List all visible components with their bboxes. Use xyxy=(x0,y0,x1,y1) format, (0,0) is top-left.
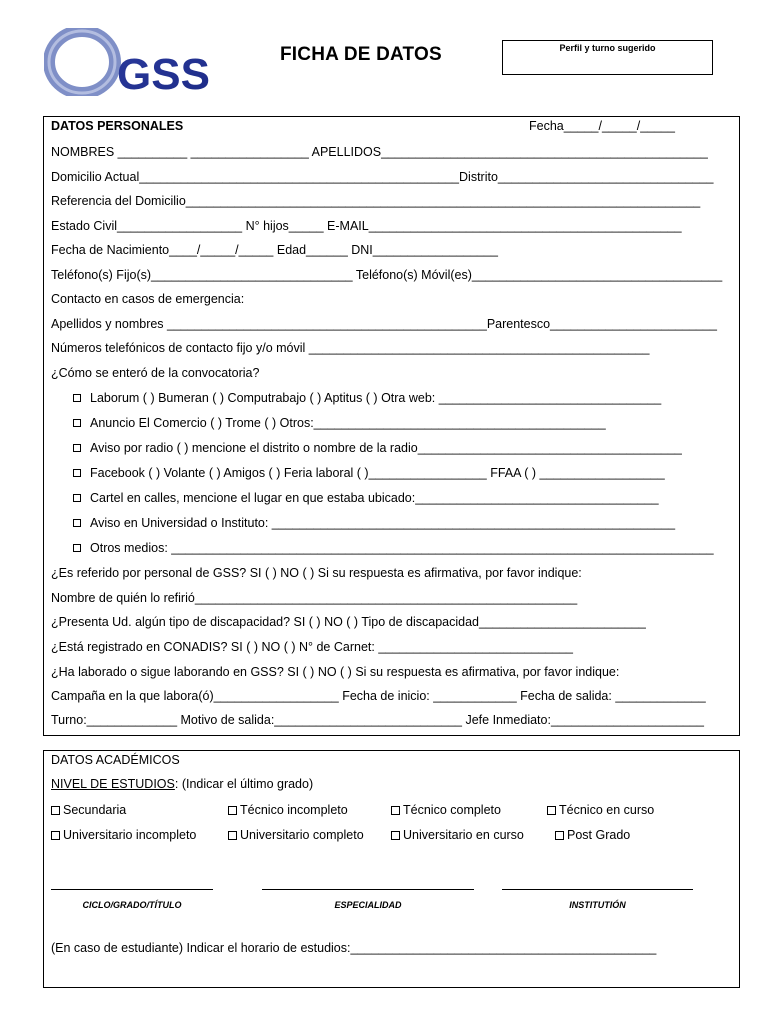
checkbox[interactable] xyxy=(391,831,400,840)
checkbox[interactable] xyxy=(73,519,81,527)
checkbox[interactable] xyxy=(51,831,60,840)
datos-academicos-title: DATOS ACADÉMICOS xyxy=(51,753,180,767)
option-post-grado[interactable]: Post Grado xyxy=(555,828,630,842)
nombres-row[interactable]: NOMBRES __________ _________________ APELLIDOS_______________________________________________ xyxy=(51,145,708,159)
referido-question[interactable]: ¿Es referido por personal de GSS? SI ( ) NO ( ) Si su respuesta es afirmativa, por favor indique: xyxy=(51,566,582,580)
checkbox[interactable] xyxy=(73,394,81,402)
option-universitario-incompleto[interactable]: Universitario incompleto xyxy=(51,828,196,842)
convocatoria-option[interactable]: Otros medios: ______________________________________________________________________________ xyxy=(73,541,714,555)
option-tecnico-completo[interactable]: Técnico completo xyxy=(391,803,501,817)
checkbox[interactable] xyxy=(228,806,237,815)
contacto-nombres-row[interactable]: Apellidos y nombres ______________________________________________Parentesco________________________ xyxy=(51,317,717,331)
form-title: FICHA DE DATOS xyxy=(280,44,442,65)
ciclo-grado-line[interactable] xyxy=(51,889,213,890)
checkbox[interactable] xyxy=(73,419,81,427)
referencia-row[interactable]: Referencia del Domicilio__________________________________________________________________________ xyxy=(51,194,701,208)
convocatoria-option[interactable]: Cartel en calles, mencione el lugar en que estaba ubicado:___________________________________ xyxy=(73,491,659,505)
fecha-field[interactable]: Fecha_____/_____/_____ xyxy=(529,119,675,133)
convocatoria-option[interactable]: Anuncio El Comercio ( ) Trome ( ) Otros:__________________________________________ xyxy=(73,416,606,430)
option-tecnico-incompleto[interactable]: Técnico incompleto xyxy=(228,803,348,817)
nivel-estudios-row xyxy=(51,777,313,791)
checkbox[interactable] xyxy=(555,831,564,840)
laborado-gss-question[interactable]: ¿Ha laborado o sigue laborando en GSS? SI ( ) NO ( ) Si su respuesta es afirmativa, por favor indique: xyxy=(51,665,620,679)
checkbox[interactable] xyxy=(73,544,81,552)
telefonos-row[interactable]: Teléfono(s) Fijo(s)_____________________________ Teléfono(s) Móvil(es)____________________________________ xyxy=(51,268,723,282)
institucion-label: INSTITUTIÓN xyxy=(569,900,626,910)
option-tecnico-en-curso[interactable]: Técnico en curso xyxy=(547,803,654,817)
gss-logo xyxy=(44,28,210,96)
nacimiento-row[interactable]: Fecha de Nacimiento____/_____/_____ Edad______ DNI__________________ xyxy=(51,243,498,257)
turno-row[interactable]: Turno:_____________ Motivo de salida:___________________________ Jefe Inmediato:______________________ xyxy=(51,713,704,727)
contacto-telefonos-row[interactable]: Números telefónicos de contacto fijo y/o móvil _________________________________________________ xyxy=(51,341,650,355)
checkbox[interactable] xyxy=(228,831,237,840)
contacto-emergencia-label: Contacto en casos de emergencia: xyxy=(51,292,245,306)
option-secundaria[interactable]: Secundaria xyxy=(51,803,126,817)
checkbox[interactable] xyxy=(51,806,60,815)
convocatoria-option[interactable]: Aviso en Universidad o Instituto: __________________________________________________________ xyxy=(73,516,675,530)
checkbox[interactable] xyxy=(547,806,556,815)
convocatoria-option[interactable]: Facebook ( ) Volante ( ) Amigos ( ) Feria laboral ( )_________________ FFAA ( ) __________________ xyxy=(73,466,665,480)
referido-nombre-row[interactable]: Nombre de quién lo refirió_______________________________________________________ xyxy=(51,591,578,605)
convocatoria-option[interactable]: Aviso por radio ( ) mencione el distrito o nombre de la radio______________________________________ xyxy=(73,441,682,455)
convocatoria-option[interactable]: Laborum ( ) Bumeran ( ) Computrabajo ( ) Aptitus ( ) Otra web: ________________________________ xyxy=(73,391,661,405)
institucion-line[interactable] xyxy=(502,889,693,890)
especialidad-line[interactable] xyxy=(262,889,474,890)
checkbox[interactable] xyxy=(73,469,81,477)
checkbox[interactable] xyxy=(73,444,81,452)
option-universitario-completo[interactable]: Universitario completo xyxy=(228,828,364,842)
perfil-turno-box[interactable] xyxy=(502,40,713,75)
estado-civil-row[interactable]: Estado Civil__________________ N° hijos_____ E-MAIL_____________________________________________ xyxy=(51,219,682,233)
checkbox[interactable] xyxy=(73,494,81,502)
nivel-estudios-label: NIVEL DE ESTUDIOS xyxy=(51,777,175,791)
horario-estudios-row[interactable]: (En caso de estudiante) Indicar el horario de estudios:____________________________________________ xyxy=(51,941,657,955)
conadis-question[interactable]: ¿Está registrado en CONADIS? SI ( ) NO ( ) N° de Carnet: ____________________________ xyxy=(51,640,573,654)
campana-row[interactable]: Campaña en la que labora(ó)__________________ Fecha de inicio: ____________ Fecha de salida: _____________ xyxy=(51,689,706,703)
perfil-turno-label: Perfil y turno sugerido xyxy=(559,43,656,53)
especialidad-label: ESPECIALIDAD xyxy=(334,900,402,910)
convocatoria-question: ¿Cómo se enteró de la convocatoria? xyxy=(51,366,260,380)
checkbox[interactable] xyxy=(391,806,400,815)
option-universitario-en-curso[interactable]: Universitario en curso xyxy=(391,828,524,842)
logo-text: GSS xyxy=(117,50,210,96)
discapacidad-question[interactable]: ¿Presenta Ud. algún tipo de discapacidad? SI ( ) NO ( ) Tipo de discapacidad________________________ xyxy=(51,615,646,629)
datos-personales-title: DATOS PERSONALES xyxy=(51,119,184,133)
nivel-estudios-hint: : (Indicar el último grado) xyxy=(174,777,314,791)
ciclo-grado-label: CICLO/GRADO/TÍTULO xyxy=(82,900,182,910)
domicilio-row[interactable]: Domicilio Actual______________________________________________Distrito_______________________________ xyxy=(51,170,714,184)
